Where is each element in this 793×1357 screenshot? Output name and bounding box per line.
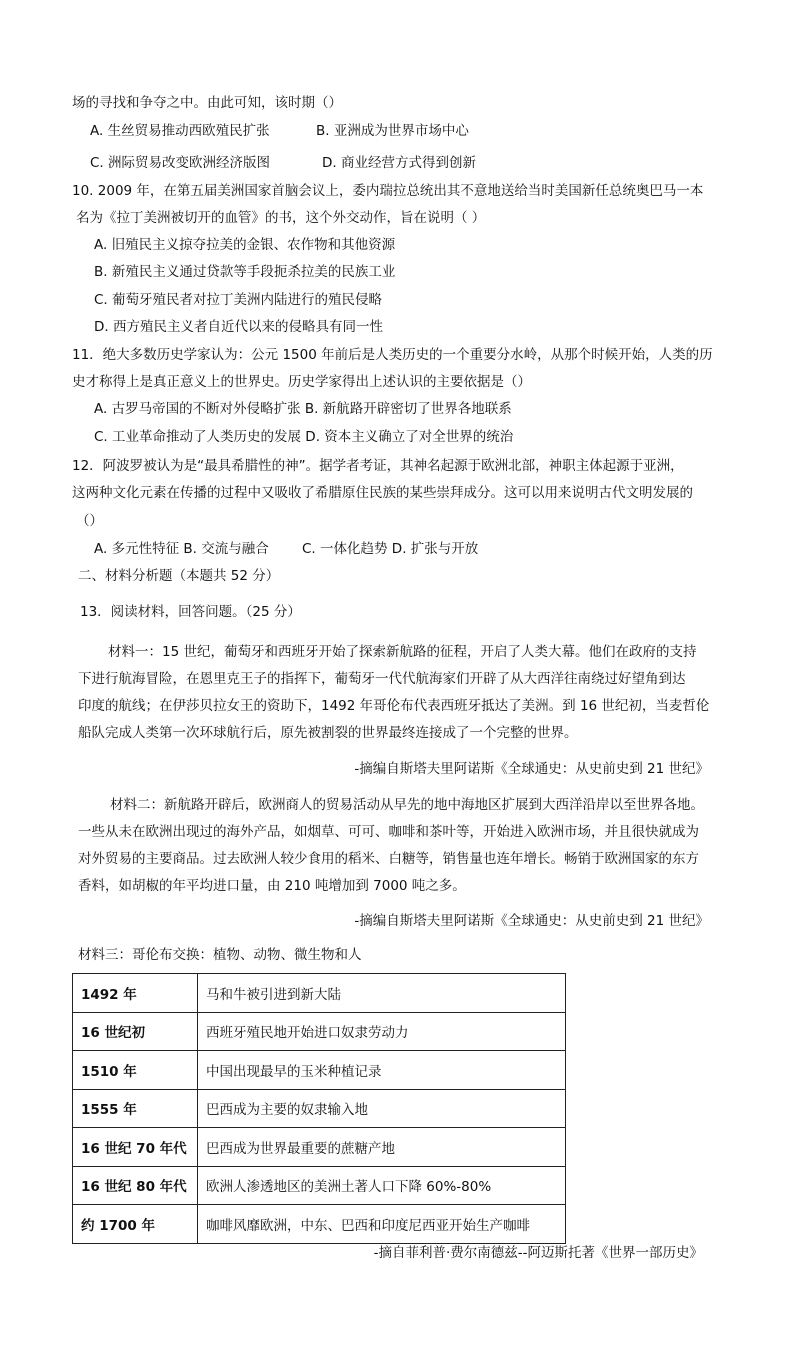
material1-line2: 下进行航海冒险，在恩里克王子的指挥下，葡萄牙一代代航海家们开辟了从大西洋往南绕过好望角到达: [78, 671, 686, 687]
table-cell-year: 16 世纪 70 年代: [73, 1128, 198, 1167]
material1-line1: 材料一：15 世纪，葡萄牙和西班牙开始了探索新航路的征程，开启了人类大幕。他们在政府的支持: [108, 644, 697, 660]
q9-option-d: D. 商业经营方式得到创新: [322, 155, 476, 171]
table-cell-event: 中国出现最早的玉米种植记录: [198, 1051, 566, 1090]
table-cell-year: 约 1700 年: [73, 1205, 198, 1244]
q10-option-d: D. 西方殖民主义者自近代以来的侵略具有同一性: [94, 319, 383, 335]
q11-stem-line1: 11．绝大多数历史学家认为：公元 1500 年前后是人类历史的一个重要分水岭，从那个时候开始，人类的历: [72, 347, 713, 363]
q12-options-ab: A. 多元性特征 B. 交流与融合: [94, 541, 269, 557]
table-cell-year: 16 世纪 80 年代: [73, 1166, 198, 1205]
q10-option-b: B. 新殖民主义通过贷款等手段扼杀拉美的民族工业: [94, 264, 396, 280]
table-row: [73, 1089, 566, 1128]
columbian-exchange-table: [72, 973, 566, 1244]
table-cell-event: 巴西成为主要的奴隶输入地: [198, 1089, 566, 1128]
table-cell-year: 1492 年: [73, 974, 198, 1013]
material2-line4: 香料，如胡椒的年平均进口量，由 210 吨增加到 7000 吨之多。: [78, 878, 466, 894]
table-cell-event: 巴西成为世界最重要的蔗糖产地: [198, 1128, 566, 1167]
q11-stem-line2: 史才称得上是真正意义上的世界史。历史学家得出上述认识的主要依据是（）: [72, 374, 531, 390]
q11-options-ab: A. 古罗马帝国的不断对外侵略扩张 B. 新航路开辟密切了世界各地联系: [94, 401, 512, 417]
table-cell-year: 1555 年: [73, 1089, 198, 1128]
q9-option-c: C. 洲际贸易改变欧洲经济版图: [90, 155, 271, 171]
q12-stem-line1: 12．阿波罗被认为是“最具希腊性的神”。据学者考证，其神名起源于欧洲北部，神职主体起源于亚洲，: [72, 458, 684, 474]
table-cell-year: 1510 年: [73, 1051, 198, 1090]
table-cell-event: 咖啡风靡欧洲，中东、巴西和印度尼西亚开始生产咖啡: [198, 1205, 566, 1244]
table-cell-year: 16 世纪初: [73, 1012, 198, 1051]
table-row: [73, 1012, 566, 1051]
q10-stem-line1: 10. 2009 年，在第五届美洲国家首脑会议上，委内瑞拉总统出其不意地送给当时美国新任总统奥巴马一本: [72, 183, 704, 199]
material2-line2: 一些从未在欧洲出现过的海外产品，如烟草、可可、咖啡和茶叶等，开始进入欧洲市场，并且很快就成为: [78, 824, 699, 840]
q12-stem-line3: （）: [76, 513, 103, 529]
q10-option-c: C. 葡萄牙殖民者对拉丁美洲内陆进行的殖民侵略: [94, 292, 383, 308]
table-row: [73, 974, 566, 1013]
section-heading: 二、材料分析题（本题共 52 分）: [78, 568, 280, 584]
table-row: [73, 1205, 566, 1244]
table-cell-event: 马和牛被引进到新大陆: [198, 974, 566, 1013]
table-cell-event: 西班牙殖民地开始进口奴隶劳动力: [198, 1012, 566, 1051]
q9-option-a: A. 生丝贸易推动西欧殖民扩张: [90, 123, 270, 139]
table-cell-event: 欧洲人渗透地区的美洲土著人口下降 60%-80%: [198, 1166, 566, 1205]
q12-options-cd: C. 一体化趋势 D. 扩张与开放: [302, 541, 479, 557]
material3-source: -摘自菲利普·费尔南德兹--阿迈斯托著《世界一部历史》: [373, 1245, 703, 1261]
material2-line1: 材料二：新航路开辟后，欧洲商人的贸易活动从早先的地中海地区扩展到大西洋沿岸以至世界各地。: [110, 797, 704, 813]
material3-title: 材料三：哥伦布交换：植物、动物、微生物和人: [78, 947, 362, 963]
q10-stem-line2: 名为《拉丁美洲被切开的血管》的书，这个外交动作，旨在说明（ ）: [76, 210, 486, 226]
q11-options-cd: C. 工业革命推动了人类历史的发展 D. 资本主义确立了对全世界的统治: [94, 429, 514, 445]
table-row: [73, 1128, 566, 1167]
material2-source: -摘编自斯塔夫里阿诺斯《全球通史：从史前史到 21 世纪》: [354, 913, 709, 929]
material1-line3: 印度的航线；在伊莎贝拉女王的资助下，1492 年哥伦布代表西班牙抵达了美洲。到 16 世纪初，当麦哲伦: [78, 698, 710, 714]
q9-option-b: B. 亚洲成为世界市场中心: [316, 123, 469, 139]
q12-stem-line2: 这两种文化元素在传播的过程中又吸收了希腊原住民族的某些崇拜成分。这可以用来说明古代文明发展的: [72, 485, 693, 501]
table-row: [73, 1051, 566, 1090]
material1-line4: 船队完成人类第一次环球航行后，原先被割裂的世界最终连接成了一个完整的世界。: [78, 725, 578, 741]
material1-source: -摘编自斯塔夫里阿诺斯《全球通史：从史前史到 21 世纪》: [354, 761, 709, 777]
q10-option-a: A. 旧殖民主义掠夺拉美的金银、农作物和其他资源: [94, 237, 396, 253]
material2-line3: 对外贸易的主要商品。过去欧洲人较少食用的稻米、白糖等，销售量也连年增长。畅销于欧洲国家的东方: [78, 851, 699, 867]
q13-title: 13．阅读材料，回答问题。（25 分）: [80, 604, 301, 620]
table-row: [73, 1166, 566, 1205]
q9-continuation: 场的寻找和争夺之中。由此可知，该时期（）: [72, 95, 342, 111]
